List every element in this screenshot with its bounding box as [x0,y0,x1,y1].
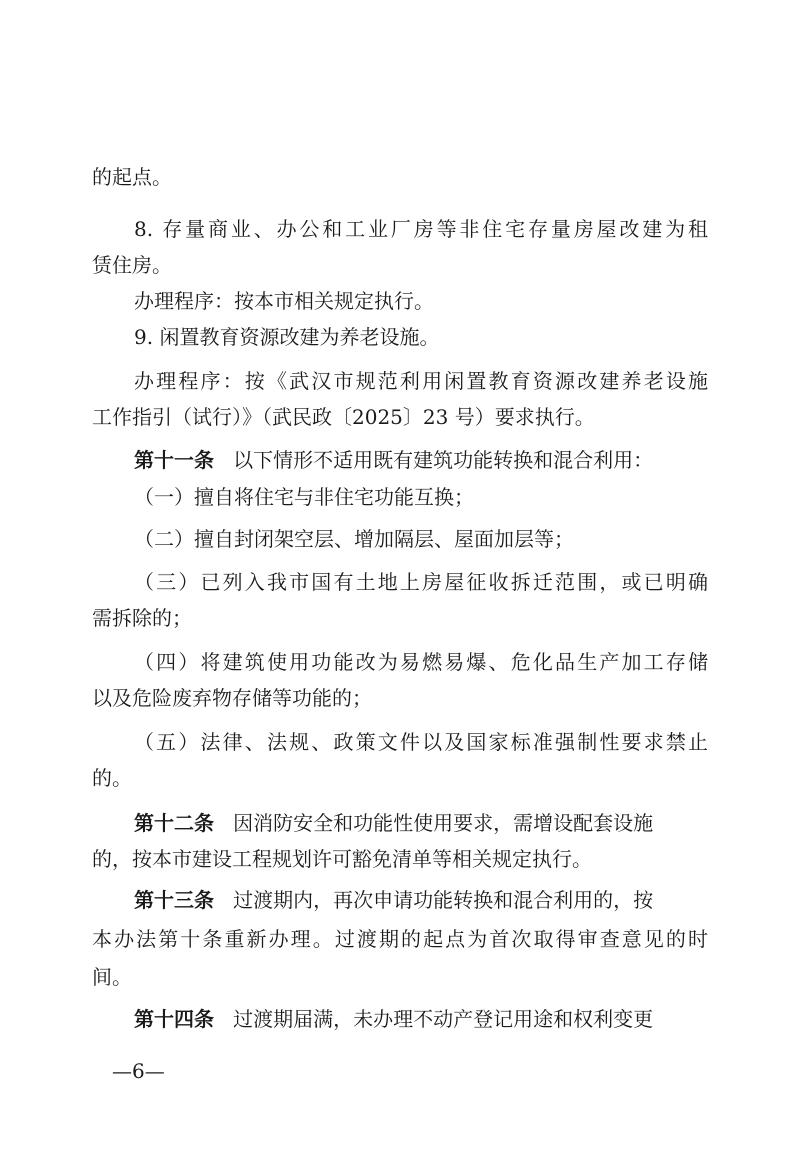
article-text: 因消防安全和功能性使用要求，需增设配套设施 [233,811,654,835]
text-line: 9. 闲置教育资源改建为养老设施。 [134,325,440,349]
article-paragraph [134,808,708,838]
article-text: 过渡期届满，未办理不动产登记用途和权利变更 [233,1007,654,1031]
page-number: —6— [112,1059,165,1083]
text-line: 的。 [92,766,132,790]
article-heading: 第十三条 [134,888,214,912]
text-line: 需拆除的； [92,606,192,630]
text-line: （四）将建筑使用功能改为易燃易爆、危化品生产加工存储 [134,650,708,674]
text-line: 赁住房。 [92,253,172,277]
article-text: 过渡期内，再次申请功能转换和混合利用的，按 [233,888,654,912]
text-line: 办理程序：按本市相关规定执行。 [134,289,434,313]
article-heading: 第十二条 [134,811,214,835]
text-line: 以及危险废弃物存储等功能的； [92,686,372,710]
text-line: （三）已列入我市国有土地上房屋征收拆迁范围，或已明确 [134,570,708,594]
text-line: （一）擅自将住宅与非住宅功能互换； [134,485,474,509]
text-line: 本办法第十条重新办理。过渡期的起点为首次取得审查意见的时 [92,927,708,951]
article-heading: 第十四条 [134,1007,214,1031]
text-line: 间。 [92,965,132,989]
text-line: 工作指引（试行）》（武民政〔2025〕23 号）要求执行。 [92,405,595,429]
article-paragraph [134,885,708,915]
text-line: （二）擅自封闭架空层、增加隔层、屋面加层等； [134,527,574,551]
text-line: 办理程序：按《武汉市规范利用闲置教育资源改建养老设施 [134,369,708,393]
article-text: 以下情形不适用既有建筑功能转换和混合利用： [233,448,654,472]
article-paragraph [134,1004,708,1034]
article-heading: 第十一条 [134,448,214,472]
text-line: 的，按本市建设工程规划许可豁免清单等相关规定执行。 [92,847,592,871]
article-paragraph [134,445,708,475]
text-line: 的起点。 [92,165,172,189]
text-line: （五）法律、法规、政策文件以及国家标准强制性要求禁止 [134,730,708,754]
text-line: 8. 存量商业、办公和工业厂房等非住宅存量房屋改建为租 [134,217,708,241]
